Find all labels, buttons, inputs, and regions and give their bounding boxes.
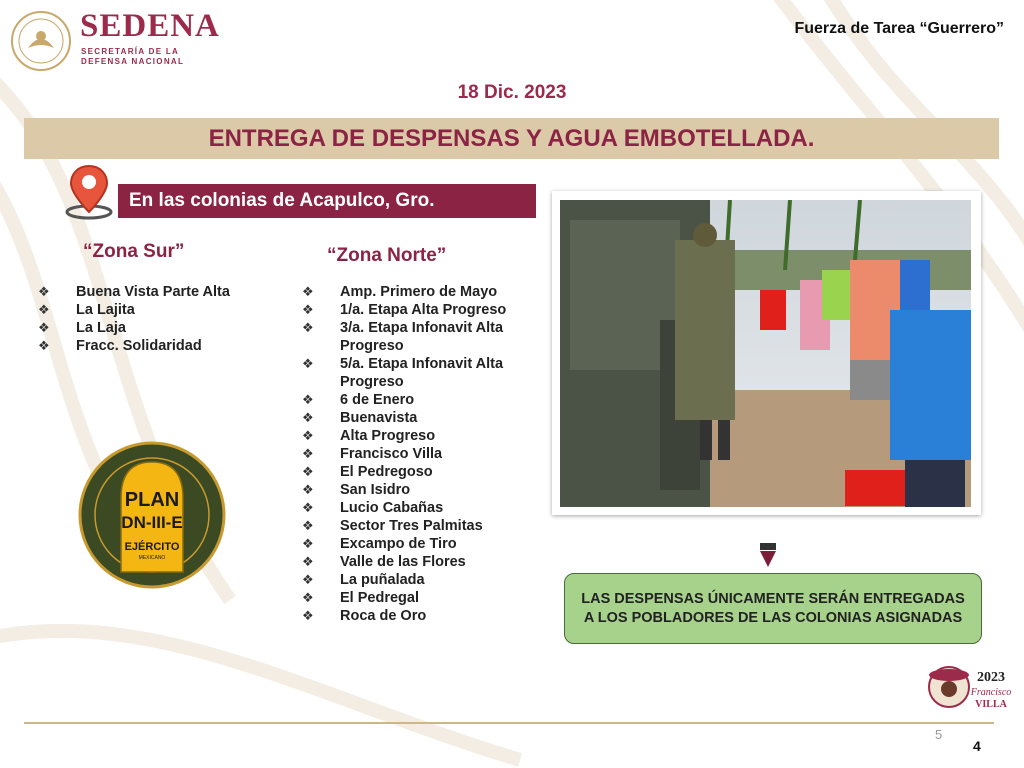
diamond-bullet-icon: ❖ [302, 590, 314, 605]
delivery-photo [552, 191, 981, 515]
diamond-bullet-icon: ❖ [38, 320, 50, 335]
diamond-bullet-icon: ❖ [302, 500, 314, 515]
list-item-label: Roca de Oro [340, 608, 427, 624]
plan-dn-iii-e-emblem [77, 440, 227, 590]
diamond-bullet-icon: ❖ [302, 464, 314, 479]
list-item-label: Amp. Primero de Mayo [340, 284, 498, 300]
list-item [302, 283, 550, 301]
slide-title: ENTREGA DE DESPENSAS Y AGUA EMBOTELLADA. [208, 125, 815, 152]
org-name: SEDENA [80, 8, 220, 44]
zona-sur-heading: “Zona Sur” [83, 241, 185, 262]
location-banner: En las colonias de Acapulco, Gro. [118, 184, 536, 218]
list-item [38, 283, 291, 301]
list-item-label: Lucio Cabañas [340, 500, 444, 516]
org-subtitle-line1: SECRETARÍA DE LA [81, 47, 180, 56]
list-item-label: Buenavista [340, 410, 418, 426]
list-item [302, 445, 550, 463]
footer-divider [24, 722, 994, 724]
list-item [302, 517, 550, 535]
list-item-label: La Laja [76, 320, 126, 336]
list-item [302, 481, 550, 499]
diamond-bullet-icon: ❖ [38, 284, 50, 299]
logo-year: 2023 [977, 670, 1005, 685]
list-item-label: Buena Vista Parte Alta [76, 284, 230, 300]
logo-name: Francisco [970, 687, 1012, 698]
title-banner [24, 118, 999, 159]
list-item [38, 319, 291, 337]
delivery-photo-image [560, 200, 971, 507]
diamond-bullet-icon: ❖ [38, 338, 50, 353]
page-number: 4 [973, 738, 981, 754]
list-item [38, 301, 291, 319]
diamond-bullet-icon: ❖ [302, 554, 314, 569]
emblem-line1: PLAN [124, 489, 180, 511]
list-item [302, 553, 550, 571]
emblem-line4: MEXICANO [138, 555, 166, 561]
list-item-label: Alta Progreso [340, 428, 436, 444]
list-item-label: El Pedregoso [340, 464, 433, 480]
logo-name2: VILLA [975, 699, 1007, 710]
list-item [302, 499, 550, 517]
diamond-bullet-icon: ❖ [302, 518, 314, 533]
list-item [302, 571, 550, 589]
diamond-bullet-icon: ❖ [302, 392, 314, 407]
org-subtitle-line2: DEFENSA NACIONAL [81, 57, 185, 66]
emblem-line3: EJÉRCITO [124, 541, 180, 553]
notice-box [564, 573, 982, 644]
diamond-bullet-icon: ❖ [302, 608, 314, 623]
list-item [302, 535, 550, 553]
list-item-label: San Isidro [340, 482, 411, 498]
list-item [302, 607, 550, 625]
down-arrow-icon [757, 543, 779, 569]
diamond-bullet-icon: ❖ [302, 410, 314, 425]
slide-date: 18 Dic. 2023 [457, 82, 567, 103]
diamond-bullet-icon: ❖ [302, 428, 314, 443]
list-item [38, 337, 291, 355]
map-pin-icon [63, 162, 115, 220]
francisco-villa-2023-logo [925, 659, 1015, 721]
zona-sur-list [38, 283, 291, 355]
notice-text: LAS DESPENSAS ÚNICAMENTE SERÁN ENTREGADAS A LOS POBLADORES DE LAS COLONIAS ASIGNADAS [581, 590, 965, 626]
national-seal-logo [10, 10, 72, 72]
list-item-label: 3/a. Etapa Infonavit Alta Progreso [340, 320, 504, 354]
diamond-bullet-icon: ❖ [302, 284, 314, 299]
list-item-label: Francisco Villa [340, 446, 443, 462]
diamond-bullet-icon: ❖ [302, 572, 314, 587]
diamond-bullet-icon: ❖ [302, 536, 314, 551]
list-item-label: El Pedregal [340, 590, 419, 606]
diamond-bullet-icon: ❖ [302, 320, 314, 335]
zona-norte-heading: “Zona Norte” [327, 245, 447, 266]
list-item [302, 301, 550, 319]
diamond-bullet-icon: ❖ [302, 302, 314, 317]
zona-norte-list [302, 283, 550, 625]
list-item-label: Sector Tres Palmitas [340, 518, 483, 534]
list-item [302, 463, 550, 481]
list-item [302, 319, 550, 355]
page-number-secondary: 5 [935, 727, 943, 742]
list-item-label: 5/a. Etapa Infonavit Alta Progreso [340, 356, 504, 390]
list-item-label: Fracc. Solidaridad [76, 338, 202, 354]
list-item-label: La Lajita [76, 302, 135, 318]
emblem-line2: DN-III-E [121, 513, 183, 532]
list-item [302, 391, 550, 409]
list-item [302, 589, 550, 607]
org-subtitle [81, 47, 184, 67]
diamond-bullet-icon: ❖ [302, 482, 314, 497]
diamond-bullet-icon: ❖ [302, 356, 314, 371]
task-force-label: Fuerza de Tarea “Guerrero” [794, 20, 1004, 37]
diamond-bullet-icon: ❖ [302, 446, 314, 461]
list-item [302, 427, 550, 445]
list-item-label: La puñalada [340, 572, 425, 588]
list-item [302, 409, 550, 427]
list-item-label: 1/a. Etapa Alta Progreso [340, 302, 507, 318]
list-item-label: Excampo de Tiro [340, 536, 457, 552]
list-item-label: 6 de Enero [340, 392, 415, 408]
list-item-label: Valle de las Flores [340, 554, 466, 570]
diamond-bullet-icon: ❖ [38, 302, 50, 317]
list-item [302, 355, 550, 391]
